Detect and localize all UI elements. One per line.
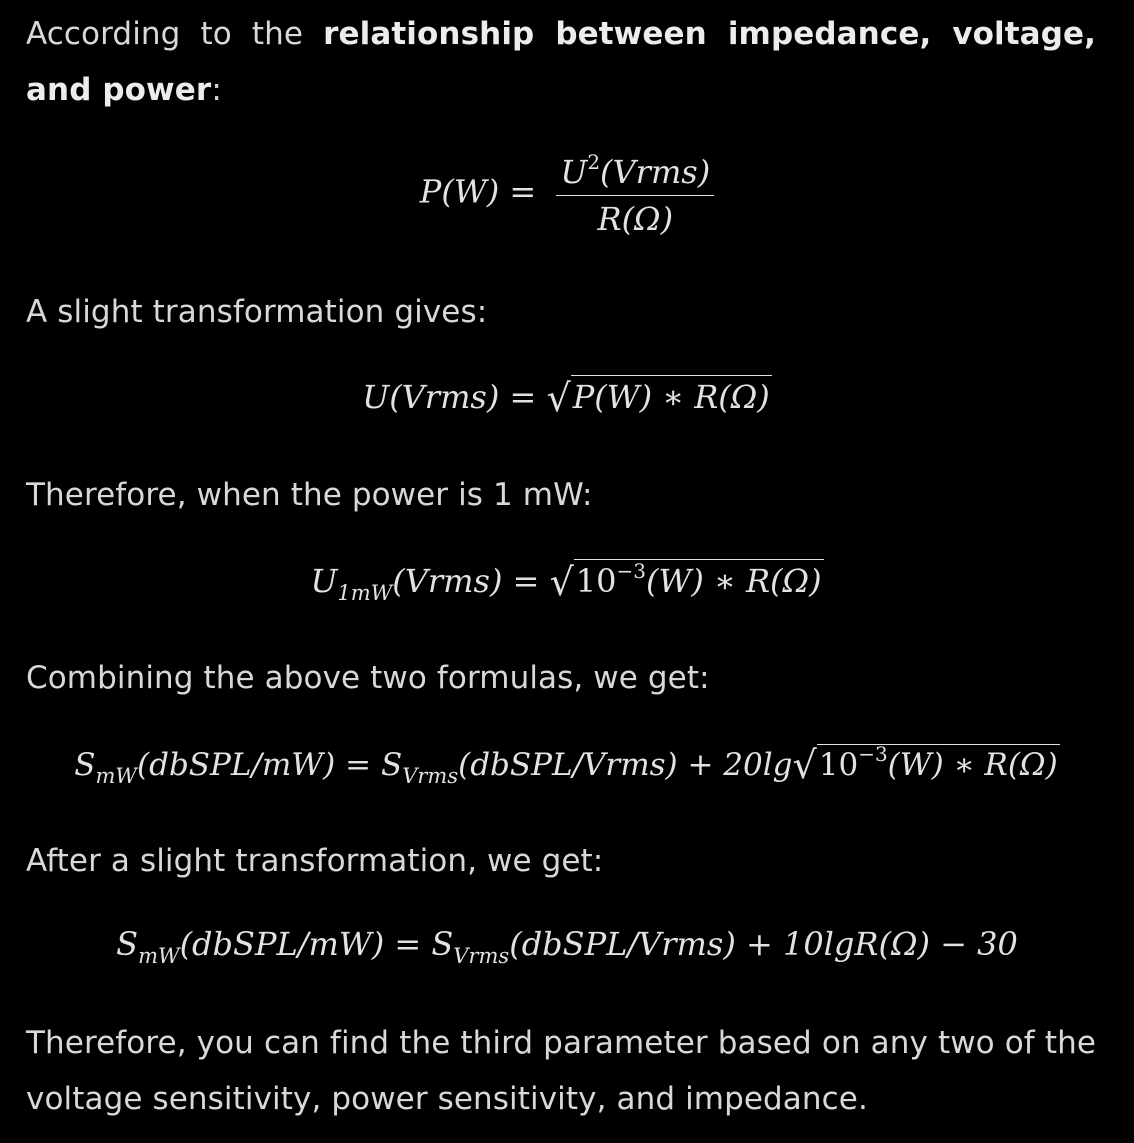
equation-sensitivity-final: $S_{mW}(dbSPL/mW)$ = $S_{Vrms}(dbSPL/Vrms) + 10\lg R(\Omega) - 30$ bbox=[116, 925, 1018, 968]
eq1-fraction bbox=[556, 150, 714, 238]
eq2-lhs: U(Vrms) = bbox=[362, 378, 537, 416]
eq3-sqrt: $√10^{-3}(W)$ ∗ R(Ω) bbox=[549, 559, 822, 604]
paragraph-conclusion: Therefore, you can find the third parameter based on any two of the voltage sensitivity, power sensitivity, and impedance. bbox=[26, 1025, 1096, 1117]
eq1-lhs: P(W) = bbox=[419, 172, 537, 211]
equation-voltage bbox=[0, 376, 1134, 420]
eq1-numerator: $U^2(Vrms)$ bbox=[556, 150, 714, 196]
equation-power bbox=[0, 150, 1134, 238]
equation-sensitivity-combined: $S_{mW}(dbSPL/mW)$ = $S_{Vrms}(dbSPL/Vrms) + 20\lg√10^{-3}(W)$ ∗ R(Ω) bbox=[74, 742, 1058, 788]
intro-paragraph bbox=[26, 6, 1096, 118]
eq4-sqrt: $√10^{-3}(W)$ ∗ R(Ω) bbox=[792, 742, 1058, 787]
paragraph-one-milliwatt: Therefore, when the power is 1 mW: bbox=[26, 477, 593, 513]
paragraph-combining: Combining the above two formulas, we get: bbox=[26, 660, 710, 696]
equation-voltage-1mw: $U_{1mW}(Vrms) = √10^{-3}(W)$ ∗ R(Ω) bbox=[310, 559, 822, 605]
intro-prefix: According to the bbox=[26, 16, 324, 52]
eq1-denominator: R(Ω) bbox=[597, 200, 674, 238]
paragraph-after-transformation: After a slight transformation, we get: bbox=[26, 843, 604, 879]
intro-suffix: : bbox=[211, 72, 222, 108]
intro-bold-phrase: relationship between impedance, voltage, and power bbox=[26, 16, 1096, 108]
eq2-sqrt: √P(W) ∗ R(Ω) bbox=[546, 376, 770, 420]
paragraph-transformation: A slight transformation gives: bbox=[26, 294, 488, 330]
